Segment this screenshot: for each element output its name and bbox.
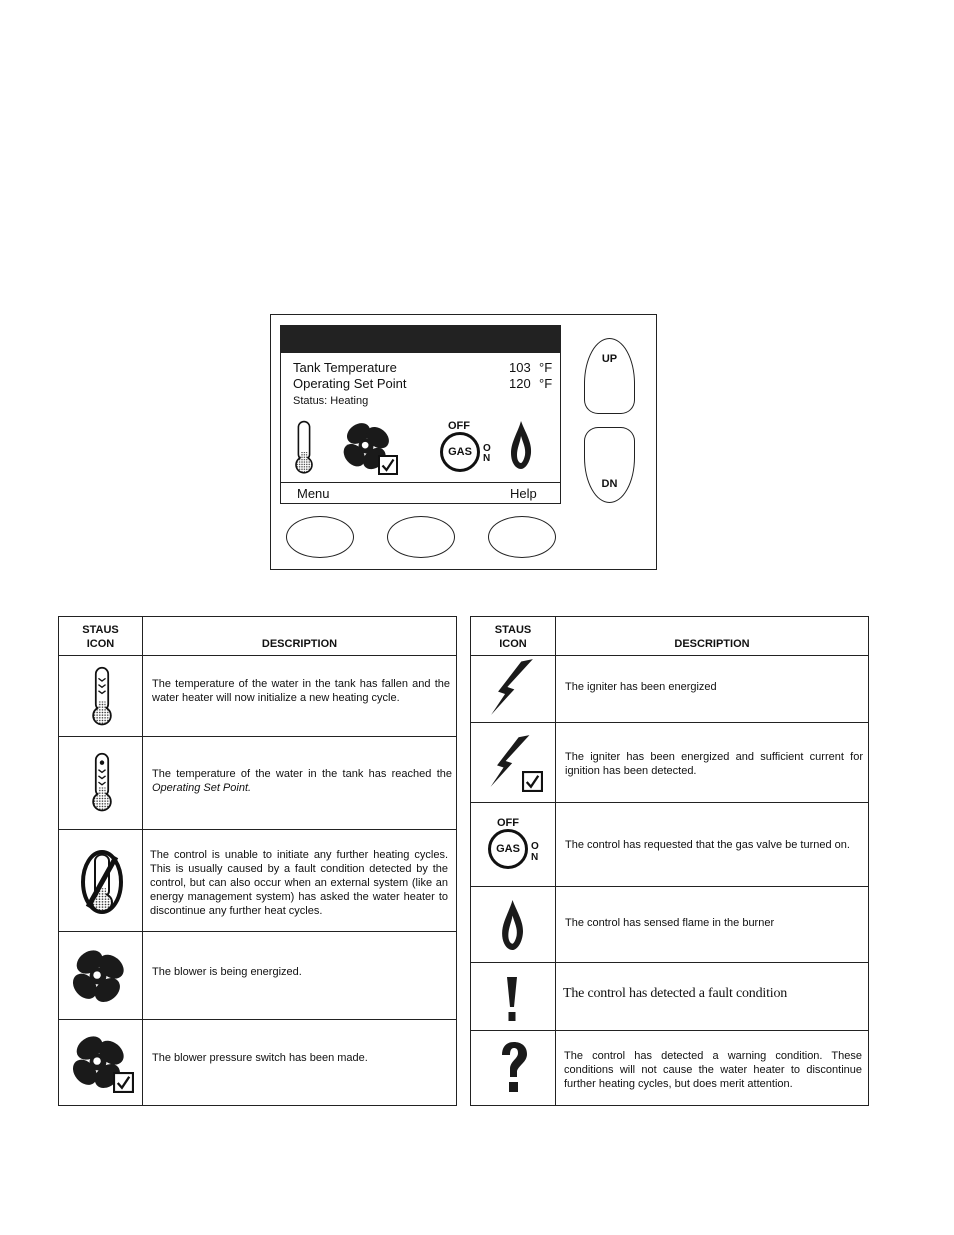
set-point-value: 120 [509, 376, 531, 391]
lcd-thermometer-icon [293, 420, 315, 476]
up-button-label: UP [601, 353, 618, 365]
right-row-5-description: The control has detected a fault condition [563, 986, 788, 1001]
thermometer-heating-icon [89, 666, 115, 728]
fault-icon [505, 975, 519, 1023]
thermometer-satisfied-icon [89, 752, 115, 814]
header-status-icon-line2: ICON [86, 638, 115, 650]
softkey-divider [281, 482, 560, 483]
softkey-right-button[interactable] [488, 516, 556, 558]
igniter-icon [486, 658, 538, 716]
igniter-checkbox-icon [522, 771, 543, 792]
left-row-5-description: The blower pressure switch has been made. [152, 1052, 368, 1064]
warning-icon [499, 1041, 529, 1095]
header-status-icon-line1-right: STAUS [494, 624, 532, 636]
lcd-gas-label: GAS [448, 446, 472, 458]
header-description-right: DESCRIPTION [674, 638, 750, 650]
softkey-middle-button[interactable] [387, 516, 455, 558]
thermometer-blocked-icon [80, 849, 124, 915]
lcd-flame-icon [509, 420, 533, 470]
gas-valve-on-label: ON [531, 841, 539, 863]
left-row-2-description: The temperature of the water in the tank has reached the Operating Set Point. [152, 768, 452, 794]
blower-icon [70, 948, 126, 1004]
blower-checkbox-icon [113, 1072, 134, 1093]
left-row-3-description: The control is unable to initiate any further heating cycles. This is usually caused by a fault condition detected by the control, but can also occur when an external system (like an energy management system) has asked the water heater to discontinue any further heat cycles. [150, 849, 448, 917]
set-point-label: Operating Set Point [293, 376, 407, 391]
right-row-6-description: The control has detected a warning condition. These conditions will not cause the water heater to discontinue further heating cycles, but does merit attention. [564, 1050, 862, 1090]
gas-valve-off-label: OFF [497, 817, 519, 829]
left-row-1-description: The temperature of the water in the tank has fallen and the water heater will now initialize a new heating cycle. [152, 678, 450, 704]
down-button-label: DN [601, 478, 618, 490]
lcd-checkbox-icon [378, 455, 398, 475]
left-row-4-description: The blower is being energized. [152, 966, 302, 978]
gas-valve-gas-label: GAS [496, 843, 520, 855]
tank-temperature-label: Tank Temperature [293, 360, 397, 375]
header-status-icon-line1: STAUS [82, 624, 119, 636]
header-status-icon-line2-right: ICON [499, 638, 527, 650]
softkey-help-label: Help [510, 486, 537, 501]
softkey-left-button[interactable] [286, 516, 354, 558]
softkey-menu-label: Menu [297, 486, 330, 501]
status-text: Status: Heating [293, 395, 369, 407]
lcd-gas-off-label: OFF [448, 420, 470, 432]
right-row-3-description: The control has requested that the gas valve be turned on. [565, 839, 850, 851]
lcd-title-bar [281, 326, 560, 353]
tank-temperature-value: 103 [509, 360, 531, 375]
set-point-unit: °F [539, 376, 553, 391]
right-row-1-description: The igniter has been energized [565, 681, 717, 693]
right-row-4-description: The control has sensed flame in the burner [565, 917, 775, 929]
tank-temperature-unit: °F [539, 360, 553, 375]
header-description: DESCRIPTION [261, 638, 338, 650]
flame-icon [500, 899, 525, 951]
lcd-gas-on-label: ON [483, 443, 491, 464]
right-row-2-description: The igniter has been energized and sufficient current for ignition has been detected. [565, 751, 863, 777]
